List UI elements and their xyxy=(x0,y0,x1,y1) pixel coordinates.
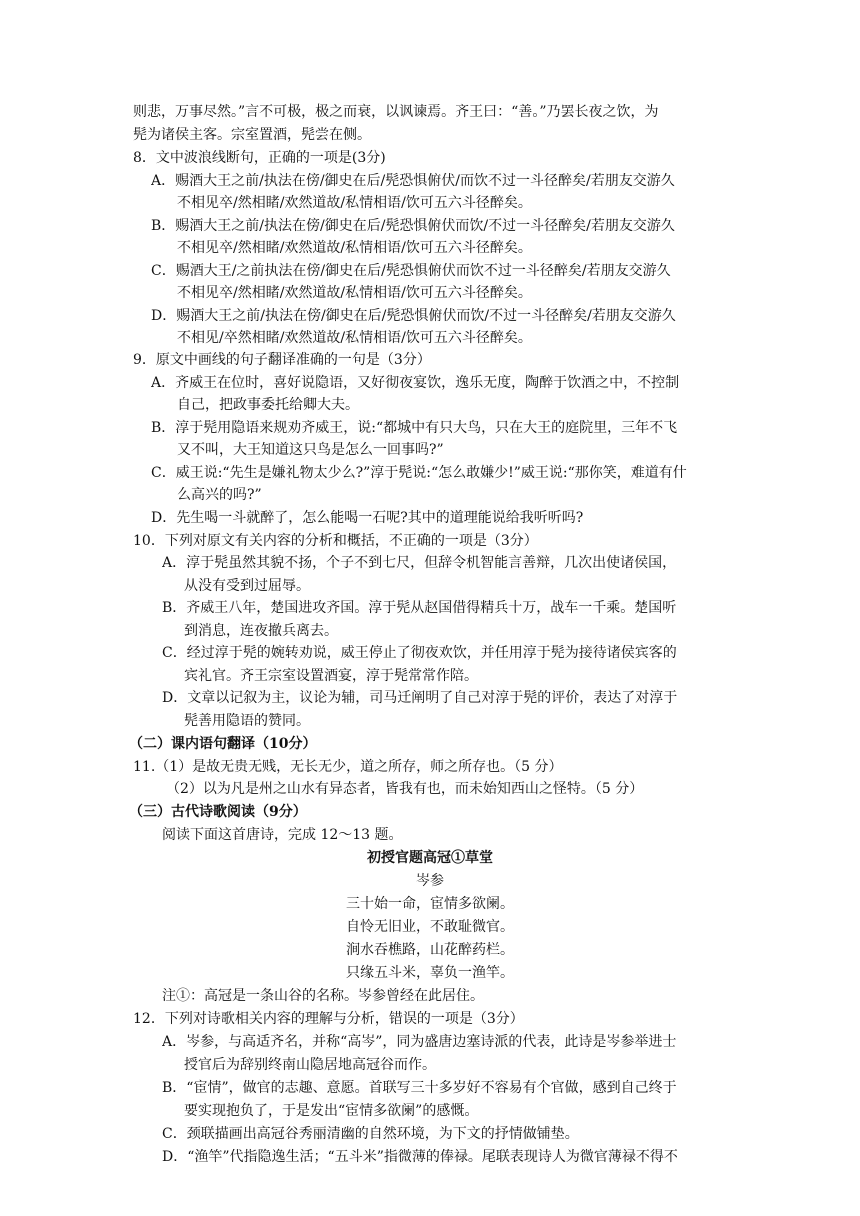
q8-option-c-cont: 不相见卒/然相睹/欢然道故/私情相语/饮可五六斗径醉矣。 xyxy=(177,285,532,301)
question-10-stem: 10．下列对原文有关内容的分析和概括，不正确的一项是（3分） xyxy=(133,533,538,549)
question-9-stem: 9．原文中画线的句子翻译准确的一句是（3分） xyxy=(133,352,431,368)
poem-line: 涧水吞樵路，山花醉药栏。 xyxy=(346,942,514,958)
poem-line: 只缘五斗米，辜负一渔竿。 xyxy=(346,965,514,981)
intro-line: 髡为诸侯主客。宗室置酒，髡尝在侧。 xyxy=(133,127,371,143)
q10-option-c-cont: 宾礼官。齐王宗室设置酒宴，淳于髡常常作陪。 xyxy=(184,668,478,684)
q12-option-a: A．岑参，与高适齐名，并称“高岑”，同为盛唐边塞诗派的代表，此诗是岑参举进士 xyxy=(162,1034,677,1050)
q8-option-b-cont: 不相见卒/然相睹/欢然道故/私情相语/饮可五六斗径醉矣。 xyxy=(177,240,532,256)
q8-option-a-cont: 不相见卒/然相睹/欢然道故/私情相语/饮可五六斗径醉矣。 xyxy=(177,195,532,211)
q8-option-b: B．赐酒大王之前/执法在傍/御史在后/髡恐惧俯伏而饮/不过一斗径醉矣/若朋友交游久 xyxy=(151,218,675,234)
q9-option-b-cont: 又不叫，大王知道这只鸟是怎么一回事吗?” xyxy=(177,442,444,458)
q10-option-c: C．经过淳于髡的婉转劝说，威王停止了彻夜欢饮，并任用淳于髡为接待诸侯宾客的 xyxy=(162,645,677,661)
q12-option-b: B．“宦情”，做官的志趣、意愿。首联写三十多岁好不容易有个官做，感到自己终于 xyxy=(162,1080,677,1096)
poem-line: 自怜无旧业，不敢耻微官。 xyxy=(346,919,514,935)
poem-note: 注①：高冠是一条山谷的名称。岑参曾经在此居住。 xyxy=(162,988,484,1004)
q9-option-c: C．威王说:“先生是嫌礼物太少么?”淳于髡说:“怎么敢嫌少!”威王说:“那你笑，难道有什 xyxy=(151,465,687,481)
q10-option-a-cont: 从没有受到过屈辱。 xyxy=(184,578,310,594)
q9-option-b: B．淳于髡用隐语来规劝齐威王，说:“都城中有只大鸟，只在大王的庭院里，三年不飞 xyxy=(151,420,678,436)
question-12-stem: 12．下列对诗歌相关内容的理解与分析，错误的一项是（3分） xyxy=(133,1011,524,1027)
poem-line: 三十始一命，宦情多欲阑。 xyxy=(346,896,514,912)
q9-option-c-cont: 么高兴的吗?” xyxy=(177,487,262,503)
poem-instruction: 阅读下面这首唐诗，完成 12～13 题。 xyxy=(162,827,403,843)
intro-line: 则悲，万事尽然。”言不可极，极之而衰，以讽谏焉。齐王曰：“善。”乃罢长夜之饮，为 xyxy=(133,104,659,120)
poem-author: 岑参 xyxy=(416,873,444,889)
q10-option-b-cont: 到消息，连夜撤兵离去。 xyxy=(184,623,338,639)
question-11-part-2: （2）以为凡是州之山水有异态者，皆我有也，而未始知西山之怪特。（5 分） xyxy=(166,781,644,797)
section-heading: （三）古代诗歌阅读（9分） xyxy=(129,804,307,820)
q8-option-d: D．赐酒大王之前/执法在傍/御史在后/髡恐惧俯伏而饮/不过一斗径醉矣/若朋友交游久 xyxy=(151,308,676,324)
q12-option-d: D．“渔竿”代指隐逸生活；“五斗米”指微薄的俸禄。尾联表现诗人为微官薄禄不得不 xyxy=(162,1149,678,1165)
question-8-stem: 8．文中波浪线断句，正确的一项是(3分) xyxy=(133,150,386,166)
q9-option-a-cont: 自己，把政事委托给卿大夫。 xyxy=(177,397,359,413)
q9-option-a: A．齐威王在位时，喜好说隐语，又好彻夜宴饮，逸乐无度，陶醉于饮酒之中，不控制 xyxy=(151,375,680,391)
q10-option-d-cont: 髡善用隐语的赞同。 xyxy=(184,713,310,729)
q8-option-d-cont: 不相见/卒然相睹/欢然道故/私情相语/饮可五六斗径醉矣。 xyxy=(177,330,532,346)
q10-option-d: D．文章以记叙为主，议论为辅，司马迁阐明了自己对淳于髡的评价，表达了对淳于 xyxy=(162,690,678,706)
q12-option-b-cont: 要实现抱负了，于是发出“宦情多欲阑”的感慨。 xyxy=(184,1103,479,1119)
section-heading: （二）课内语句翻译（10分） xyxy=(129,736,317,752)
q12-option-a-cont: 授官后为辞别终南山隐居地高冠谷而作。 xyxy=(184,1057,436,1073)
q10-option-b: B．齐威王八年，楚国进攻齐国。淳于髡从赵国借得精兵十万，战车一千乘。楚国听 xyxy=(162,600,677,616)
question-11-part-1: 11.（1）是故无贵无贱，无长无少，道之所存，师之所存也。（5 分） xyxy=(133,759,563,775)
q8-option-a: A．赐酒大王之前/执法在傍/御史在后/髡恐惧俯伏/而饮不过一斗径醉矣/若朋友交游久 xyxy=(151,173,675,189)
poem-title: 初授官题高冠①草堂 xyxy=(367,850,493,866)
q10-option-a: A．淳于髡虽然其貌不扬，个子不到七尺，但辞令机智能言善辩，几次出使诸侯国， xyxy=(162,555,677,571)
q9-option-d: D．先生喝一斗就醉了，怎么能喝一石呢?其中的道理能说给我听听吗? xyxy=(151,510,584,526)
q8-option-c: C．赐酒大王/之前执法在傍/御史在后/髡恐惧俯伏而饮不过一斗径醉矣/若朋友交游久 xyxy=(151,263,671,279)
q12-option-c: C．颈联描画出高冠谷秀丽清幽的自然环境，为下文的抒情做铺垫。 xyxy=(162,1126,579,1142)
